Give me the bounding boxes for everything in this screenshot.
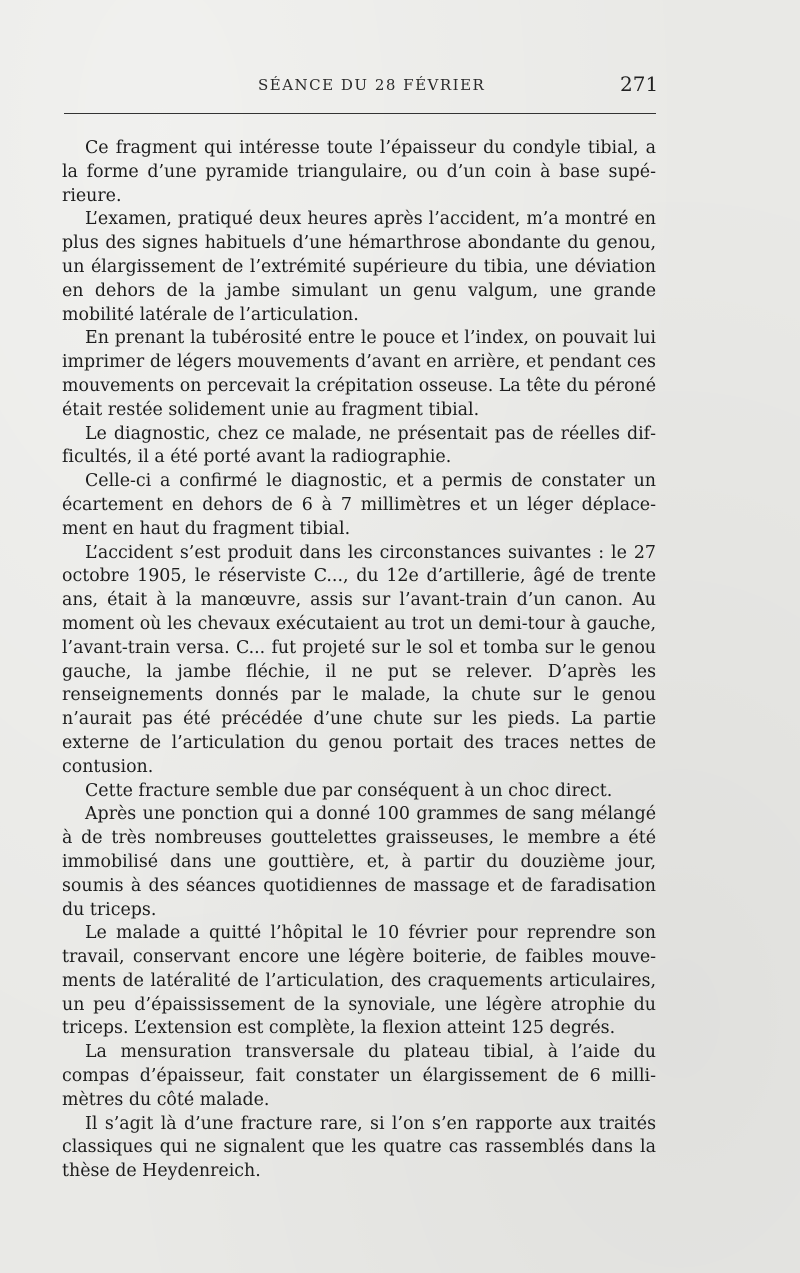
paragraph: Le diagnostic, chez ce malade, ne présentait pas de réelles difficultés, il a été porté avant la radiographie. [62,423,656,468]
paragraph: Ce fragment qui intéresse toute l’épaisseur du condyle tibial, a la forme d’une pyramide triangulaire, ou d’un coin à base supérieure. [62,138,656,206]
paragraph: Le malade a quitté l’hôpital le 10 février pour reprendre son travail, conservant encore une légère boiterie, de faibles mouvements de latéralité de l’articulation, des craquements articulaires, un peu d’épaississement de la synoviale, une légère atrophie du triceps. L’extension est complète, la flexion atteint 125 degrés. [62,923,656,1039]
paragraph: Cette fracture semble due par conséquent à un choc direct. [85,780,613,801]
paragraph: La mensuration transversale du plateau tibial, à l’aide du compas d’épaisseur, fait constater un élargissement de 6 millimètres du côté malade. [62,1042,656,1110]
paragraph: Après une ponction qui a donné 100 grammes de sang mélangé à de très nombreuses gouttelettes graisseuses, le membre a été immobilisé dans une gouttière, et, à partir du douzième jour, soumis à des séances quotidiennes de massage et de faradisation du triceps. [62,804,656,920]
page-number: 271 [620,72,659,96]
paragraph: L’examen, pratiqué deux heures après l’accident, m’a montré en plus des signes habituels d’une hémarthrose abondante du genou, un élargissement de l’extrémité supérieure du tibia, une déviation en dehors de la jambe simulant un genu valgum, une grande mobilité latérale de l’articulation. [62,209,656,325]
paragraph: Celle-ci a confirmé le diagnostic, et a permis de constater un écartement en dehors de 6 à 7 millimètres et un léger déplacement en haut du fragment tibial. [62,471,656,539]
paragraph: En prenant la tubérosité entre le pouce et l’index, on pouvait lui imprimer de légers mouvements d’avant en arrière, et pendant ces mouvements on percevait la crépitation osseuse. La tête du péroné était restée solidement unie au fragment tibial. [62,328,656,420]
header-rule [64,113,656,114]
body-text [62,137,656,1184]
running-title: SÉANCE DU 28 FÉVRIER [258,76,486,94]
running-head [0,72,800,102]
paragraph: L’accident s’est produit dans les circonstances suivantes : le 27 octobre 1905, le réserviste C..., du 12e d’artillerie, âgé de trente ans, était à la manœuvre, assis sur l’avant-train d’un canon. Au moment où les chevaux exécutaient au trot un demi-tour à gauche, l’avant-train versa. C... fut projeté sur le sol et tomba sur le genou gauche, la jambe fléchie, il ne put se relever. D’après les renseignements donnés par le malade, la chute sur le genou n’aurait pas été précédée d’une chute sur les pieds. La partie externe de l’articulation du genou portait des traces nettes de contusion. [62,542,656,777]
paragraph: Il s’agit là d’une fracture rare, si l’on s’en rapporte aux traités classiques qui ne signalent que les quatre cas rassemblés dans la thèse de Heydenreich. [62,1113,656,1182]
